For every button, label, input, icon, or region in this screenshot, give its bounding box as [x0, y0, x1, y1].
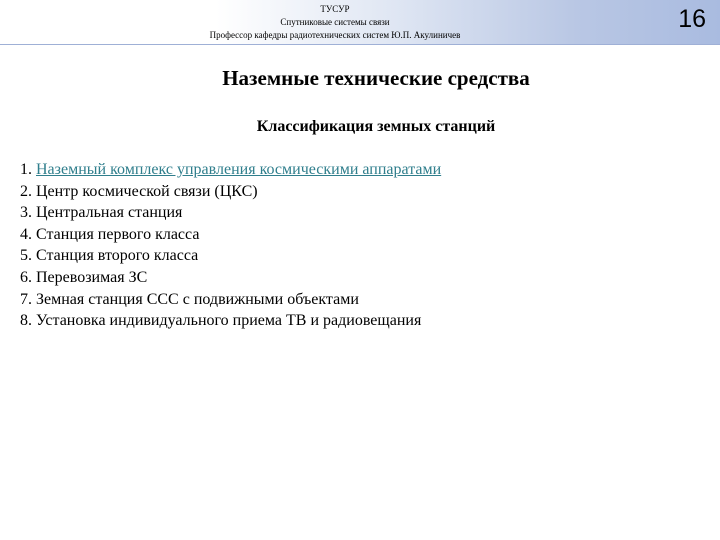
- slide-header: [150, 3, 520, 42]
- list-item: [20, 202, 441, 224]
- list-item-text: Центр космической связи (ЦКС): [36, 182, 258, 200]
- list-item-number: 6.: [20, 268, 32, 286]
- slide-title: Наземные технические средства: [222, 66, 530, 90]
- list-item-text: Станция второго класса: [36, 247, 199, 265]
- station-list: [20, 159, 441, 332]
- list-item-text: Перевозимая ЗС: [36, 268, 148, 286]
- list-item-text: Земная станция ССС с подвижными объектами: [36, 290, 359, 308]
- list-item-number: 8.: [20, 312, 32, 330]
- section-heading: Классификация земных станций: [256, 118, 496, 135]
- list-item-number: 2.: [20, 182, 32, 200]
- list-item-text: Центральная станция: [36, 204, 183, 222]
- header-author: Профессор кафедры радиотехнических систем Ю.П. Акулиничев: [209, 30, 461, 40]
- header-institution: ТУСУР: [320, 4, 350, 14]
- slide-number: 16: [678, 5, 706, 33]
- list-item: [20, 289, 441, 311]
- list-item: [20, 181, 441, 203]
- list-item-number: 3.: [20, 204, 32, 222]
- list-item-number: 4.: [20, 225, 32, 243]
- list-item-number: 1.: [20, 161, 32, 178]
- list-item: [20, 224, 441, 246]
- ground-control-complex-link[interactable]: Наземный комплекс управления космическими аппаратами: [36, 161, 442, 178]
- list-item-number: 7.: [20, 290, 32, 308]
- list-item-text: Станция первого класса: [36, 225, 200, 243]
- list-item-number: 5.: [20, 247, 32, 265]
- list-item: [20, 310, 441, 332]
- header-course: Спутниковые системы связи: [280, 17, 390, 27]
- list-item: [20, 245, 441, 267]
- list-item: [20, 159, 441, 181]
- list-item-text: Установка индивидуального приема ТВ и радиовещания: [36, 312, 422, 330]
- list-item: [20, 267, 441, 289]
